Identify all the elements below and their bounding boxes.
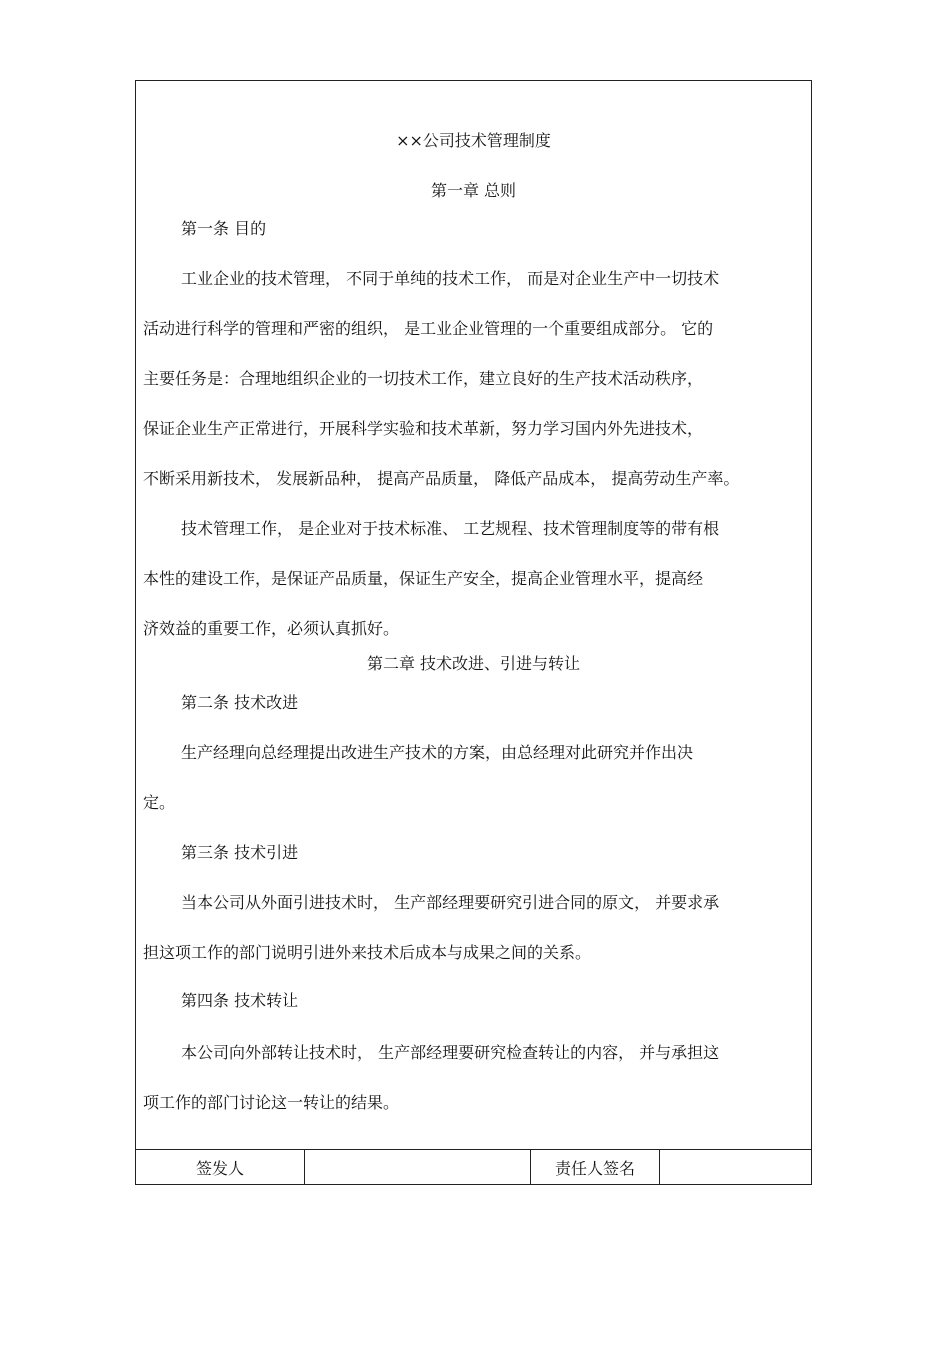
paragraph-line: 保证企业生产正常进行，开展科学实验和技术革新，努力学习国内外先进技术， (143, 419, 704, 438)
paragraph-line: 定。 (143, 793, 176, 812)
document-title: ××公司技术管理制度 (396, 131, 551, 150)
paragraph-line: 主要任务是：合理地组织企业的一切技术工作，建立良好的生产技术活动秩序， (143, 369, 704, 388)
paragraph-line: 工业企业的技术管理， 不同于单纯的技术工作， 而是对企业生产中一切技术 (181, 269, 720, 288)
article-2-heading: 第二条 技术改进 (181, 693, 299, 712)
paragraph-line: 本公司向外部转让技术时， 生产部经理要研究检查转让的内容， 并与承担这 (181, 1043, 720, 1062)
article-3-heading: 第三条 技术引进 (181, 843, 299, 862)
paragraph-line: 当本公司从外面引进技术时， 生产部经理要研究引进合同的原文， 并要求承 (181, 893, 720, 912)
responsible-signature-field[interactable] (660, 1150, 811, 1185)
document-body (136, 81, 811, 1149)
signature-row (136, 1149, 811, 1185)
chapter-1-heading: 第一章 总则 (430, 181, 517, 200)
responsible-signature-label: 责任人签名 (531, 1150, 660, 1185)
paragraph-line: 担这项工作的部门说明引进外来技术后成本与成果之间的关系。 (143, 943, 592, 962)
article-4-heading: 第四条 技术转让 (181, 991, 299, 1010)
paragraph-line: 项工作的部门讨论这一转让的结果。 (143, 1093, 400, 1112)
paragraph-line: 本性的建设工作，是保证产品质量，保证生产安全，提高企业管理水平，提高经 (143, 569, 704, 588)
issuer-field[interactable] (305, 1150, 531, 1185)
paragraph-line: 济效益的重要工作，必须认真抓好。 (143, 619, 400, 638)
paragraph-line: 不断采用新技术， 发展新品种， 提高产品质量， 降低产品成本， 提高劳动生产率。 (143, 469, 740, 488)
issuer-label: 签发人 (136, 1150, 305, 1185)
paragraph-line: 活动进行科学的管理和严密的组织， 是工业企业管理的一个重要组成部分。 它的 (143, 319, 714, 338)
document-frame (135, 80, 812, 1185)
paragraph-line: 技术管理工作， 是企业对于技术标准、 工艺规程、技术管理制度等的带有根 (181, 519, 720, 538)
article-1-heading: 第一条 目的 (181, 219, 267, 238)
chapter-2-heading: 第二章 技术改进、引进与转让 (366, 654, 581, 673)
paragraph-line: 生产经理向总经理提出改进生产技术的方案，由总经理对此研究并作出决 (181, 743, 694, 762)
